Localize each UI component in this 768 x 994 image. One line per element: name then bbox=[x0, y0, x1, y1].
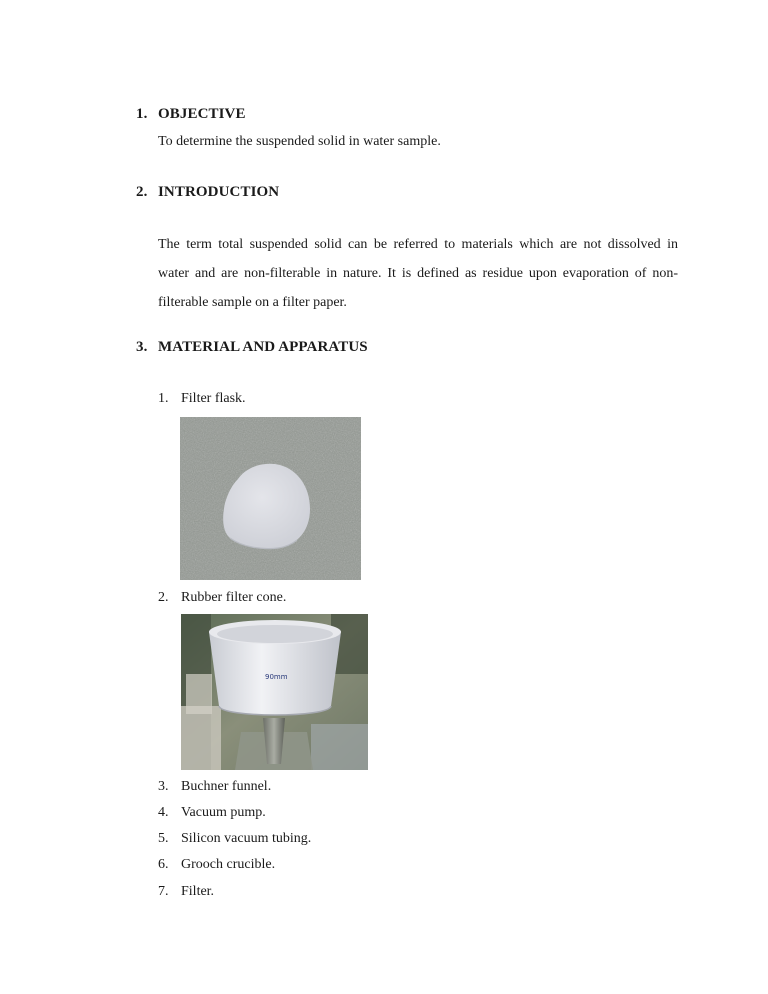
item-label: Vacuum pump. bbox=[181, 805, 266, 820]
section-heading-objective bbox=[136, 106, 246, 123]
filter-paper-photo-icon bbox=[180, 417, 361, 580]
filter-paper-photo bbox=[180, 417, 361, 580]
paragraph-line: filterable sample on a filter paper. bbox=[158, 295, 347, 310]
apparatus-item bbox=[158, 779, 271, 795]
item-label: Silicon vacuum tubing. bbox=[181, 831, 312, 846]
paragraph-line: water and are non-filterable in nature. It is defined as residue upon evaporation of non- bbox=[158, 266, 678, 281]
section-number: 3. bbox=[136, 339, 148, 355]
section-number: 1. bbox=[136, 106, 148, 122]
item-number: 6. bbox=[158, 857, 169, 872]
apparatus-item bbox=[158, 391, 246, 407]
buchner-funnel-photo-icon bbox=[181, 614, 368, 770]
apparatus-item bbox=[158, 884, 214, 900]
section-title: MATERIAL AND APPARATUS bbox=[158, 339, 368, 355]
apparatus-item bbox=[158, 831, 311, 847]
section-title: OBJECTIVE bbox=[158, 106, 246, 122]
apparatus-item bbox=[158, 857, 275, 873]
item-label: Filter. bbox=[181, 884, 215, 899]
item-number: 3. bbox=[158, 779, 169, 794]
item-label: Rubber filter cone. bbox=[181, 590, 287, 605]
item-number: 1. bbox=[158, 391, 169, 406]
section-heading-material-apparatus bbox=[136, 339, 368, 356]
paragraph-line: The term total suspended solid can be referred to materials which are not dissolved in bbox=[158, 237, 678, 252]
section-title: INTRODUCTION bbox=[158, 184, 280, 200]
apparatus-item bbox=[158, 805, 266, 821]
item-label: Grooch crucible. bbox=[181, 857, 276, 872]
introduction-paragraph bbox=[158, 230, 678, 317]
item-number: 7. bbox=[158, 884, 169, 899]
objective-text: To determine the suspended solid in water sample. bbox=[158, 134, 441, 149]
section-heading-introduction bbox=[136, 184, 279, 201]
item-label: Filter flask. bbox=[181, 391, 246, 406]
buchner-funnel-photo bbox=[181, 614, 368, 770]
item-number: 4. bbox=[158, 805, 169, 820]
item-number: 2. bbox=[158, 590, 169, 605]
apparatus-item bbox=[158, 590, 286, 606]
funnel-size-label: 90mm bbox=[265, 673, 288, 681]
item-number: 5. bbox=[158, 831, 169, 846]
section-number: 2. bbox=[136, 184, 148, 200]
item-label: Buchner funnel. bbox=[181, 779, 272, 794]
